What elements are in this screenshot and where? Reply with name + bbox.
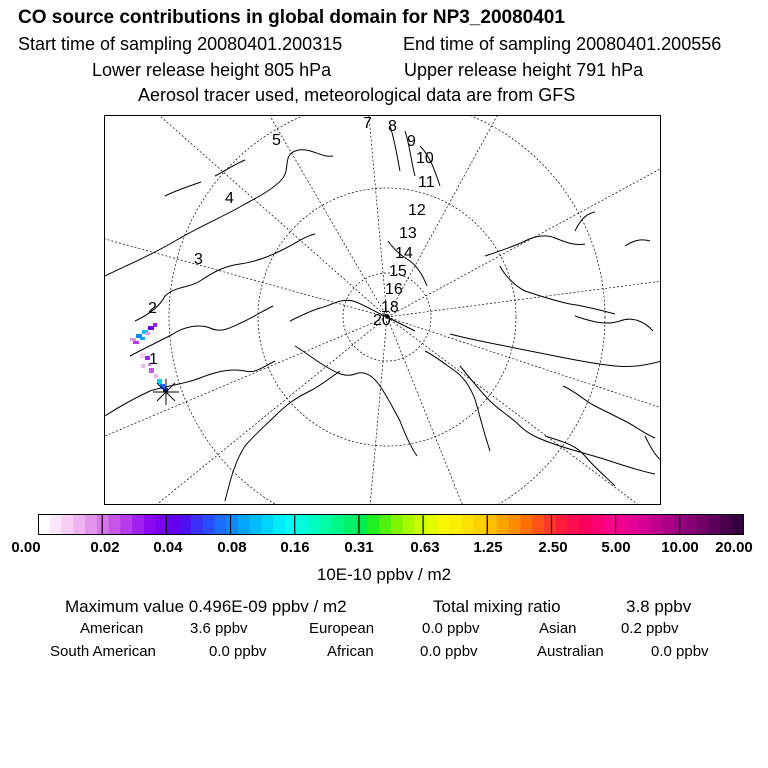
colorbar-tick-label: 5.00 — [601, 539, 631, 556]
african-label: African — [327, 643, 374, 660]
colorbar-swatch — [379, 514, 391, 535]
colorbar-swatch — [332, 514, 344, 535]
colorbar-swatch — [709, 514, 721, 535]
colorbar-swatch — [120, 514, 132, 535]
colorbar-unit: 10E-10 ppbv / m2 — [316, 565, 452, 584]
colorbar-swatch — [415, 514, 427, 535]
colorbar-swatch — [191, 514, 203, 535]
european-label: European — [309, 620, 375, 637]
track-label: 5 — [272, 132, 281, 149]
colorbar-swatch — [685, 514, 697, 535]
colorbar-swatch — [579, 514, 591, 535]
colorbar-swatch — [662, 514, 674, 535]
colorbar — [38, 514, 744, 535]
colorbar-tick-label: 10.00 — [661, 539, 699, 556]
colorbar-swatch — [556, 514, 568, 535]
track-label: 15 — [389, 263, 407, 280]
colorbar-swatch — [344, 514, 356, 535]
colorbar-swatch — [250, 514, 262, 535]
colorbar-swatch — [509, 514, 521, 535]
colorbar-swatch — [520, 514, 532, 535]
colorbar-swatch — [297, 514, 309, 535]
track-label: 20 — [373, 312, 391, 329]
colorbar-swatch — [462, 514, 474, 535]
colorbar-swatch — [591, 514, 603, 535]
colorbar-swatch — [697, 514, 709, 535]
colorbar-swatch — [650, 514, 662, 535]
asian-value: 0.2 ppbv — [621, 620, 679, 637]
track-label: 8 — [388, 118, 397, 135]
colorbar-swatch — [132, 514, 144, 535]
map-canvas — [105, 116, 661, 505]
colorbar-swatch — [203, 514, 215, 535]
tracer-note: Aerosol tracer used, meteorological data are from GFS — [138, 85, 576, 105]
colorbar-tick-label: 0.02 — [90, 539, 120, 556]
colorbar-swatch — [97, 514, 109, 535]
colorbar-tick-label: 0.31 — [344, 539, 374, 556]
colorbar-swatch — [568, 514, 580, 535]
colorbar-swatch — [38, 514, 50, 535]
colorbar-swatch — [438, 514, 450, 535]
colorbar-swatch — [215, 514, 227, 535]
sampling-end: End time of sampling 20080401.200556 — [403, 34, 722, 54]
colorbar-swatch — [262, 514, 274, 535]
track-label: 10 — [416, 150, 434, 167]
south-american-label: South American — [50, 643, 156, 660]
colorbar-swatch — [50, 514, 62, 535]
colorbar-swatch — [720, 514, 732, 535]
colorbar-tick-label: 1.25 — [473, 539, 503, 556]
colorbar-swatch — [285, 514, 297, 535]
colorbar-swatch — [544, 514, 556, 535]
colorbar-scale — [38, 514, 744, 535]
asian-label: Asian — [539, 620, 577, 637]
colorbar-swatch — [309, 514, 321, 535]
colorbar-tick-label: 0.08 — [217, 539, 247, 556]
colorbar-swatch — [62, 514, 74, 535]
track-label: 18 — [381, 299, 399, 316]
colorbar-swatch — [356, 514, 368, 535]
australian-label: Australian — [537, 643, 604, 660]
colorbar-tick-label: 0.16 — [280, 539, 310, 556]
track-label: 7 — [363, 116, 372, 132]
south-american-value: 0.0 ppbv — [209, 643, 267, 660]
release-site-marker — [153, 379, 179, 405]
polar-map — [104, 115, 661, 505]
track-label: 11 — [418, 174, 435, 191]
total-mixing-value: 3.8 ppbv — [626, 597, 692, 616]
colorbar-swatch — [426, 514, 438, 535]
colorbar-tick-label: 0.63 — [410, 539, 440, 556]
track-label: 1 — [149, 351, 158, 368]
european-value: 0.0 ppbv — [422, 620, 480, 637]
colorbar-swatch — [73, 514, 85, 535]
track-label: 2 — [148, 300, 157, 317]
total-mixing-label: Total mixing ratio — [433, 597, 561, 616]
track-label: 12 — [408, 202, 426, 219]
colorbar-swatch — [603, 514, 615, 535]
colorbar-tick-label: 2.50 — [538, 539, 568, 556]
track-label: 14 — [395, 245, 413, 262]
african-value: 0.0 ppbv — [420, 643, 478, 660]
track-label: 4 — [225, 190, 234, 207]
colorbar-swatch — [226, 514, 238, 535]
colorbar-swatch — [626, 514, 638, 535]
colorbar-swatch — [732, 514, 744, 535]
track-label: 13 — [399, 225, 417, 242]
lower-release-height: Lower release height 805 hPa — [92, 60, 332, 80]
colorbar-swatch — [367, 514, 379, 535]
colorbar-swatch — [391, 514, 403, 535]
colorbar-swatch — [638, 514, 650, 535]
colorbar-swatch — [179, 514, 191, 535]
colorbar-swatch — [450, 514, 462, 535]
colorbar-tick-label: 0.00 — [11, 539, 41, 556]
colorbar-swatch — [532, 514, 544, 535]
colorbar-swatch — [238, 514, 250, 535]
american-label: American — [80, 620, 144, 637]
colorbar-tick-label: 20.00 — [715, 539, 753, 556]
upper-release-height: Upper release height 791 hPa — [404, 60, 644, 80]
colorbar-swatch — [85, 514, 97, 535]
colorbar-swatch — [403, 514, 415, 535]
colorbar-swatch — [615, 514, 627, 535]
colorbar-tick-label: 0.04 — [153, 539, 183, 556]
colorbar-swatch — [144, 514, 156, 535]
page-title: CO source contributions in global domain for NP3_20080401 — [18, 7, 565, 28]
colorbar-swatch — [320, 514, 332, 535]
track-label: 16 — [385, 281, 403, 298]
track-label: 3 — [194, 251, 203, 268]
colorbar-swatch — [167, 514, 179, 535]
sampling-start: Start time of sampling 20080401.200315 — [18, 34, 343, 54]
australian-value: 0.0 ppbv — [651, 643, 709, 660]
colorbar-swatch — [473, 514, 485, 535]
colorbar-swatch — [497, 514, 509, 535]
colorbar-swatch — [273, 514, 285, 535]
american-value: 3.6 ppbv — [190, 620, 248, 637]
max-value: Maximum value 0.496E-09 ppbv / m2 — [65, 597, 347, 616]
track-label: 9 — [407, 133, 416, 150]
colorbar-swatch — [109, 514, 121, 535]
